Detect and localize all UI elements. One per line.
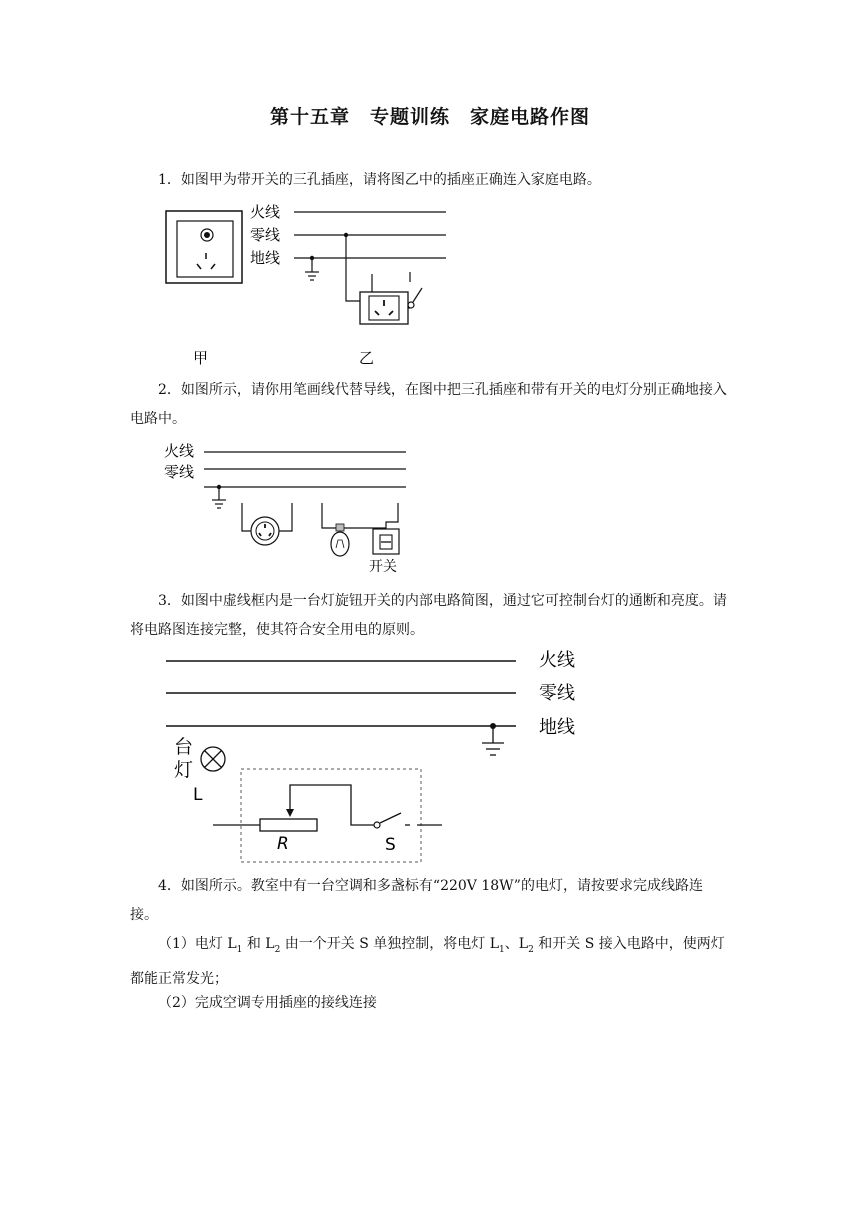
ground-symbol bbox=[305, 256, 319, 280]
question-4-body: 4．如图所示。教室中有一台空调和多盏标有“220V 18W”的电灯，请按要求完成线路连接。 bbox=[130, 878, 703, 923]
sub1-part-3: 由一个开关 S 单独控制，将电灯 L bbox=[280, 936, 500, 952]
line-label-live: 火线 bbox=[539, 650, 575, 671]
sub1-part-2: 和 L bbox=[242, 936, 275, 952]
lamp-bulb bbox=[322, 503, 349, 556]
line-label-live: 火线 bbox=[164, 442, 195, 460]
sub1-subscript-3: 1 bbox=[499, 944, 505, 955]
figure-2 bbox=[160, 438, 420, 578]
question-3-body: 3．如图中虚线框内是一台灯旋钮开关的内部电路简图，通过它可控制台灯的通断和亮度。请将电路图连接完整，使其符合安全用电的原则。 bbox=[130, 593, 727, 638]
lamp-label-tai: 台 bbox=[174, 736, 194, 758]
outlet-box-yi bbox=[360, 292, 408, 324]
wall-switch bbox=[344, 503, 399, 554]
sub1-part-5: 和开关 S 接入电路中，使两灯都能正常发光； bbox=[130, 936, 725, 987]
line-label-live: 火线 bbox=[250, 203, 281, 221]
question-4-text bbox=[130, 872, 730, 930]
sub1-subscript-2: 2 bbox=[274, 944, 281, 955]
sub1-part-4: 、L bbox=[504, 936, 529, 952]
rheostat bbox=[260, 819, 317, 831]
page-title: 第十五章 专题训练 家庭电路作图 bbox=[269, 106, 590, 128]
question-1-text bbox=[130, 166, 730, 195]
lamp-symbol-L: L bbox=[193, 785, 203, 805]
line-label-neutral: 零线 bbox=[164, 463, 195, 481]
switch-label: 开关 bbox=[369, 559, 397, 575]
line-label-earth: 地线 bbox=[539, 717, 575, 738]
question-4-sub-2 bbox=[130, 989, 730, 1018]
sub1-subscript-1: 1 bbox=[236, 944, 243, 955]
sub2-body: （2）完成空调专用插座的接线连接 bbox=[158, 995, 377, 1011]
lamp-symbol bbox=[201, 747, 225, 771]
switch-symbol bbox=[408, 272, 422, 308]
switch-label-S: S bbox=[385, 835, 396, 855]
line-label-neutral: 零线 bbox=[539, 683, 575, 704]
caption-yi: 乙 bbox=[359, 349, 375, 367]
question-1-body: 1．如图甲为带开关的三孔插座，请将图乙中的插座正确连入家庭电路。 bbox=[158, 172, 601, 188]
three-pin-socket bbox=[242, 503, 292, 545]
lamp-label-deng: 灯 bbox=[174, 759, 194, 781]
sub1-subscript-4: 2 bbox=[528, 944, 534, 955]
sub1-part-1: （1）电灯 L bbox=[158, 936, 237, 952]
line-label-neutral: 零线 bbox=[250, 226, 281, 244]
switch-blade bbox=[380, 813, 401, 823]
line-label-earth: 地线 bbox=[250, 249, 281, 267]
ground-symbol bbox=[482, 723, 504, 755]
figure-1 bbox=[160, 196, 460, 371]
question-4-sub-1 bbox=[130, 930, 730, 994]
question-2-body: 2．如图所示，请你用笔画线代替导线，在图中把三孔插座和带有开关的电灯分别正确地接入电路中。 bbox=[130, 382, 727, 427]
question-2-text bbox=[130, 376, 730, 434]
ground-symbol bbox=[212, 485, 226, 508]
resistor-label-R: R bbox=[277, 834, 289, 854]
caption-jia: 甲 bbox=[193, 349, 209, 367]
figure-3 bbox=[160, 645, 600, 870]
question-3-text bbox=[130, 587, 730, 645]
outlet-panel-jia bbox=[166, 211, 242, 283]
